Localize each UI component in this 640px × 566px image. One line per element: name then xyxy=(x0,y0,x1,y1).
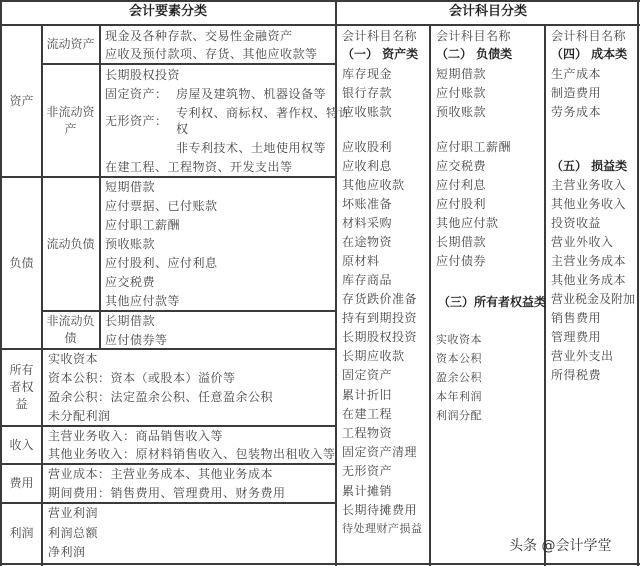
category-equity xyxy=(2,350,41,425)
right-table-title: 会计科目分类 xyxy=(448,4,527,19)
profit-line-1: 营业利润 xyxy=(48,506,99,520)
account-item: 应收账款 xyxy=(342,105,393,119)
noncurrent-liab-line-2: 应付债券等 xyxy=(105,333,168,347)
noncurrent-liab-label-2: 债 xyxy=(64,331,77,345)
account-item: 短期借款 xyxy=(436,67,487,81)
subcategory-noncurrent-assets xyxy=(42,65,99,176)
account-item: 其他应付款 xyxy=(436,216,499,230)
border-right xyxy=(637,0,639,566)
account-item: 库存商品 xyxy=(342,273,393,287)
account-item: 所得税费 xyxy=(551,368,602,382)
subcategory-noncurrent-liabilities xyxy=(42,312,99,348)
left-table-title: 会计要素分类 xyxy=(128,4,207,19)
account-item: 投资收益 xyxy=(551,216,602,230)
account-item: 应付职工薪酬 xyxy=(436,140,512,154)
account-item: 营业外收入 xyxy=(551,235,614,249)
profit-line-3: 净利润 xyxy=(48,545,86,559)
account-item: 预收账款 xyxy=(436,105,487,119)
noncurrent-assets-label-2: 产 xyxy=(64,121,77,136)
current-assets-line-1: 现金及各种存款、交易性金融资产 xyxy=(105,29,293,43)
account-item: 销售费用 xyxy=(551,311,602,325)
fixed-assets-label: 固定资产： xyxy=(105,87,168,101)
account-item: 应收利息 xyxy=(342,159,393,173)
watermark: 头条 @会计学堂 xyxy=(509,538,612,554)
account-item: 待处理财产损益 xyxy=(342,522,423,535)
account-item: 主营业务成本 xyxy=(551,254,627,268)
account-item: 银行存款 xyxy=(342,86,393,100)
current-liab-line-4: 预收账款 xyxy=(105,237,156,251)
account-item: 应付债券 xyxy=(436,254,487,268)
table-divider xyxy=(335,0,337,566)
account-item: 盈余公积 xyxy=(436,371,482,384)
col3-section-pnl: （五） 损益类 xyxy=(551,159,628,173)
equity-line-3: 盈余公积：法定盈余公积、任意盈余公积 xyxy=(48,390,274,404)
category-liabilities: 负债 xyxy=(9,255,34,270)
account-item: 存货跌价准备 xyxy=(342,292,418,306)
current-liab-line-1: 短期借款 xyxy=(105,180,156,194)
subcategory-current-liabilities: 流动负债 xyxy=(46,236,95,251)
account-item: 制造费用 xyxy=(551,86,602,100)
account-item: 应付利息 xyxy=(436,178,487,192)
account-item: 固定资产 xyxy=(342,368,393,382)
noncurrent-liab-line-1: 长期借款 xyxy=(105,314,156,328)
account-item: 在途物资 xyxy=(342,235,393,249)
col3-header: 会计科目名称 xyxy=(551,29,627,43)
account-item: 长期借款 xyxy=(436,235,487,249)
account-item: 应交税费 xyxy=(436,159,487,173)
category-assets: 资产 xyxy=(9,93,34,108)
intangible-assets-value-2: 权 xyxy=(176,122,189,136)
col2-header: 会计科目名称 xyxy=(436,29,512,43)
current-assets-line-2: 应收及预付款项、存货、其他应收款等 xyxy=(105,47,318,61)
category-profit: 利润 xyxy=(9,526,34,540)
account-item: 无形资产 xyxy=(342,464,393,478)
equity-line-2: 资本公积：资本（或股本）溢价等 xyxy=(48,371,236,385)
row-divider-equity xyxy=(0,425,336,427)
account-item: 长期股权投资 xyxy=(342,330,418,344)
col2-section-liabilities: （二） 负债类 xyxy=(436,47,513,61)
account-item: 生产成本 xyxy=(551,67,602,81)
revenue-line-2: 其他业务收入：原材料销售收入、包装物出租收入等 xyxy=(48,447,336,461)
col1-header: 会计科目名称 xyxy=(342,29,418,43)
noncurrent-assets-line-last: 在建工程、工程物资、开发支出等 xyxy=(105,160,293,174)
account-item: 应付股利 xyxy=(436,197,487,211)
row-divider-expense xyxy=(0,502,336,504)
current-liab-line-6: 应交税费 xyxy=(105,275,156,289)
account-item: 营业税金及附加 xyxy=(551,292,636,306)
account-item: 在建工程 xyxy=(342,407,393,421)
left-sub-divider xyxy=(99,24,101,349)
current-liab-line-3: 应付职工薪酬 xyxy=(105,218,181,232)
noncurrent-assets-line-1: 长期股权投资 xyxy=(105,68,181,82)
account-item: 劳务成本 xyxy=(551,105,602,119)
col-divider-1 xyxy=(429,24,431,566)
account-item: 资本公积 xyxy=(436,352,482,365)
account-item: 其他业务收入 xyxy=(551,197,627,211)
account-item: 长期应收款 xyxy=(342,349,405,363)
category-revenue: 收入 xyxy=(9,437,34,452)
intangible-assets-label: 无形资产： xyxy=(105,114,168,128)
intangible-assets-value-1: 专利权、商标权、著作权、特许 xyxy=(176,106,352,120)
col2-section-equity: （三）所有者权益类 xyxy=(438,295,547,309)
account-item: 管理费用 xyxy=(551,330,602,344)
account-item: 材料采购 xyxy=(342,216,393,230)
equity-label-1: 所有 xyxy=(9,363,34,377)
noncurrent-assets-label-1: 非流动资 xyxy=(46,104,95,119)
equity-line-1: 实收资本 xyxy=(48,352,99,366)
account-item: 主营业务收入 xyxy=(551,178,627,192)
account-item: 工程物资 xyxy=(342,426,393,440)
expenses-line-2: 期间费用：销售费用、管理费用、财务费用 xyxy=(48,486,286,500)
account-item: 坏账准备 xyxy=(342,197,393,211)
current-liab-line-2: 应付票据、已付账款 xyxy=(105,199,218,213)
noncurrent-liab-label-1: 非流动负 xyxy=(46,314,95,328)
fixed-assets-value: 房屋及建筑物、机器设备等 xyxy=(176,87,327,101)
account-item: 原材料 xyxy=(342,254,380,268)
col1-section-assets: （一） 资产类 xyxy=(342,47,419,61)
account-item: 其他业务成本 xyxy=(551,273,627,287)
equity-label-3: 益 xyxy=(15,397,28,411)
expenses-line-1: 营业成本：主营业务成本、其他业务成本 xyxy=(48,467,274,481)
account-item: 营业外支出 xyxy=(551,349,614,363)
account-item: 利润分配 xyxy=(436,409,482,422)
account-item: 其他应收款 xyxy=(342,178,405,192)
account-item: 固定资产清理 xyxy=(342,445,418,459)
current-liab-line-7: 其他应付款等 xyxy=(105,294,181,308)
account-item: 实收资本 xyxy=(436,333,482,346)
category-expenses: 费用 xyxy=(9,476,34,490)
row-divider-liab xyxy=(0,348,336,350)
account-item: 持有到期投资 xyxy=(342,311,418,325)
row-divider-revenue xyxy=(0,463,336,465)
account-item: 累计折旧 xyxy=(342,388,393,402)
current-liab-line-5: 应付股利、应付利息 xyxy=(105,256,218,270)
profit-line-2: 利润总额 xyxy=(48,526,99,540)
subcategory-current-assets: 流动资产 xyxy=(46,37,95,51)
account-item: 长期待摊费用 xyxy=(342,503,418,517)
account-item: 应付账款 xyxy=(436,86,487,100)
intangible-assets-value-3: 非专利技术、土地使用权等 xyxy=(176,141,327,155)
account-item: 应收股利 xyxy=(342,140,393,154)
account-item: 累计摊销 xyxy=(342,484,393,498)
revenue-line-1: 主营业务收入：商品销售收入等 xyxy=(48,429,224,443)
account-item: 库存现金 xyxy=(342,67,393,81)
col3-section-cost: （四） 成本类 xyxy=(551,47,628,61)
account-item: 本年利润 xyxy=(436,390,482,403)
equity-label-2: 者权 xyxy=(9,380,34,394)
equity-line-4: 未分配利润 xyxy=(48,409,111,423)
